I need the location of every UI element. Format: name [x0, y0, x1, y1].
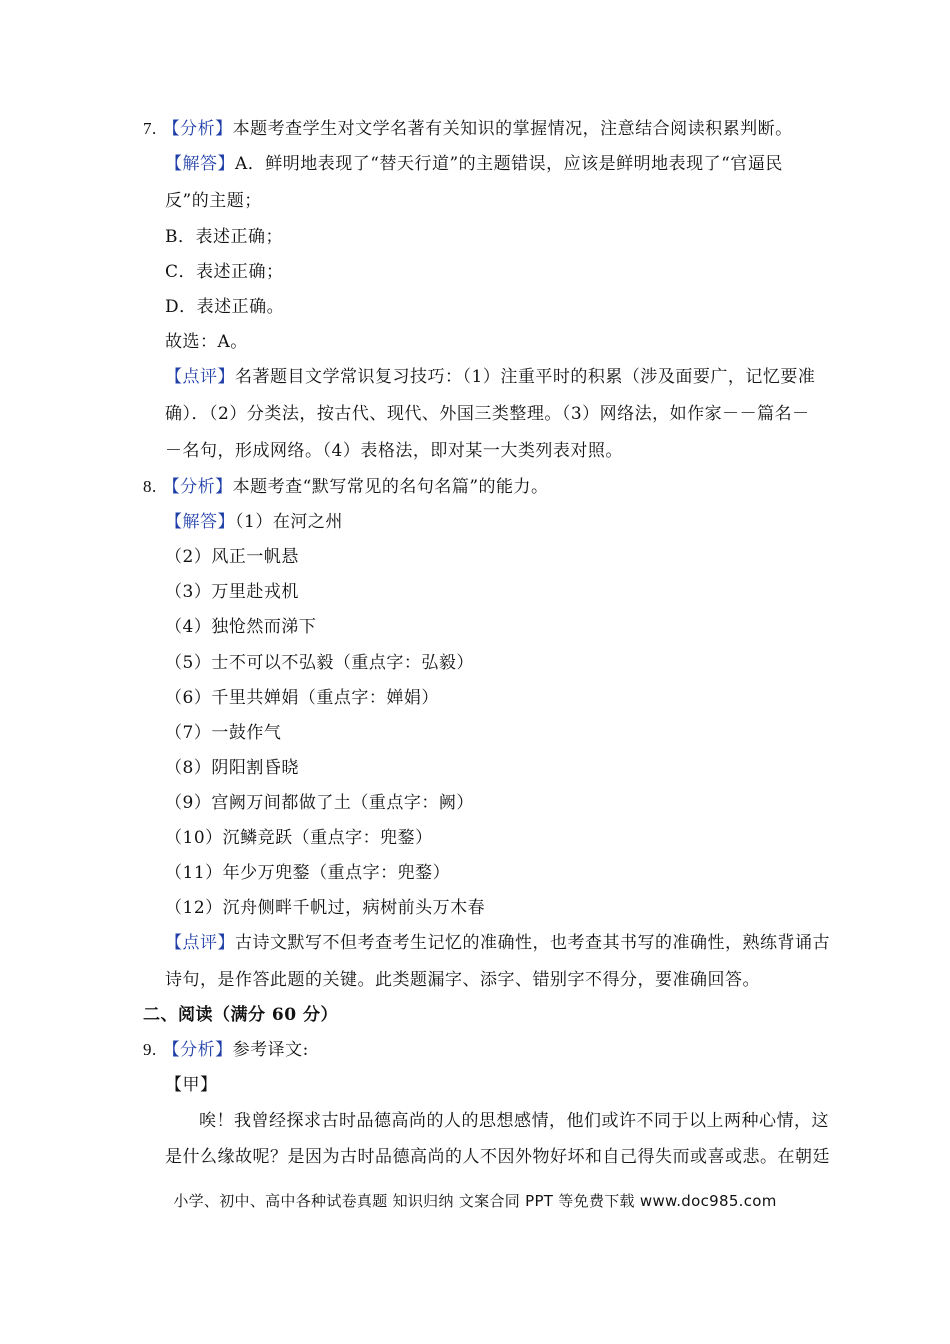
- q7-analysis-line: [143, 118, 793, 140]
- q9-paragraph-line-2: 是什么缘故呢？是因为古时品德高尚的人不因外物好坏和自己得失而或喜或悲。在朝廷: [165, 1147, 830, 1167]
- q8-number: 8.: [143, 477, 157, 496]
- q8-comment-text-1: 古诗文默写不但考查考生记忆的准确性，也考查其书写的准确性，熟练背诵古: [235, 933, 830, 953]
- q7-comment-tag: 【点评】: [165, 367, 235, 387]
- q8-answer-item: （7）一鼓作气: [165, 723, 282, 743]
- q8-answer-item: （6）千里共婵娟（重点字：婵娟）: [165, 688, 439, 708]
- q7-analysis-text: 本题考查学生对文学名著有关知识的掌握情况，注意结合阅读积累判断。: [232, 119, 793, 139]
- q8-answer-item: （10）沉鳞竞跃（重点字：兜鍪）: [165, 828, 433, 848]
- q8-analysis-tag: 【分析】: [162, 477, 233, 497]
- section-heading: 二、阅读（满分 60 分）: [143, 1005, 338, 1025]
- q8-answer-item: （1）在河之州: [235, 512, 343, 532]
- q8-answer-item: （3）万里赴戎机: [165, 582, 299, 602]
- page-footer: 小学、初中、高中各种试卷真题 知识归纳 文案合同 PPT 等免费下载 www.doc985.com: [173, 1192, 777, 1210]
- q7-number: 7.: [143, 119, 157, 138]
- q8-answer-item: （5）士不可以不弘毅（重点字：弘毅）: [165, 653, 474, 673]
- q7-option-d: D．表述正确。: [165, 297, 285, 317]
- q8-comment-line-1: [165, 932, 830, 954]
- q8-answer-item: （11）年少万兜鍪（重点字：兜鍪）: [165, 863, 451, 883]
- q7-answer-tag: 【解答】: [165, 154, 235, 174]
- q8-comment-line-2: 诗句，是作答此题的关键。此类题漏字、添字、错别字不得分，要准确回答。: [165, 970, 760, 990]
- q7-answer-line-2: 反”的主题；: [165, 191, 262, 211]
- q8-answer-line-1: [165, 511, 343, 533]
- q8-answer-item: （9）宫阙万间都做了土（重点字：阙）: [165, 793, 474, 813]
- q7-option-c: C．表述正确；: [165, 262, 284, 282]
- q8-answer-item: （12）沉舟侧畔千帆过，病树前头万木春: [165, 898, 486, 918]
- q7-option-b: B．表述正确；: [165, 227, 283, 247]
- q8-answer-item: （8）阴阳割昏晓: [165, 758, 299, 778]
- q7-analysis-tag: 【分析】: [162, 119, 233, 139]
- q7-comment-line-3: －名句，形成网络。（4）表格法，即对某一大类列表对照。: [165, 441, 623, 461]
- q9-part-label: 【甲】: [165, 1075, 218, 1095]
- q8-analysis-line: [143, 476, 549, 498]
- q9-analysis-text: 参考译文:: [232, 1040, 309, 1060]
- q8-answer-item: （2）风正一帆悬: [165, 547, 299, 567]
- q8-analysis-text: 本题考查“默写常见的名句名篇”的能力。: [232, 477, 549, 497]
- q7-answer-line-1: [165, 153, 783, 175]
- q8-answer-tag: 【解答】: [165, 512, 235, 532]
- q9-number: 9.: [143, 1040, 157, 1059]
- q7-comment-text-1: 名著题目文学常识复习技巧：（1）注重平时的积累（涉及面要广，记忆要准: [235, 367, 816, 387]
- q7-comment-line-2: 确）．（2）分类法，按古代、现代、外国三类整理。（3）网络法，如作家－－篇名－: [165, 404, 810, 424]
- q7-choice: 故选：A。: [165, 332, 248, 352]
- q7-comment-line-1: [165, 366, 815, 388]
- q9-paragraph-line-1: 唉！我曾经探求古时品德高尚的人的思想感情，他们或许不同于以上两种心情，这: [199, 1111, 829, 1131]
- q7-answer-text-1: A．鲜明地表现了“替天行道”的主题错误，应该是鲜明地表现了“官逼民: [235, 154, 783, 174]
- q9-analysis-tag: 【分析】: [162, 1040, 233, 1060]
- q9-analysis-line: [143, 1039, 309, 1061]
- q8-comment-tag: 【点评】: [165, 933, 235, 953]
- q8-answer-item: （4）独怆然而涕下: [165, 617, 317, 637]
